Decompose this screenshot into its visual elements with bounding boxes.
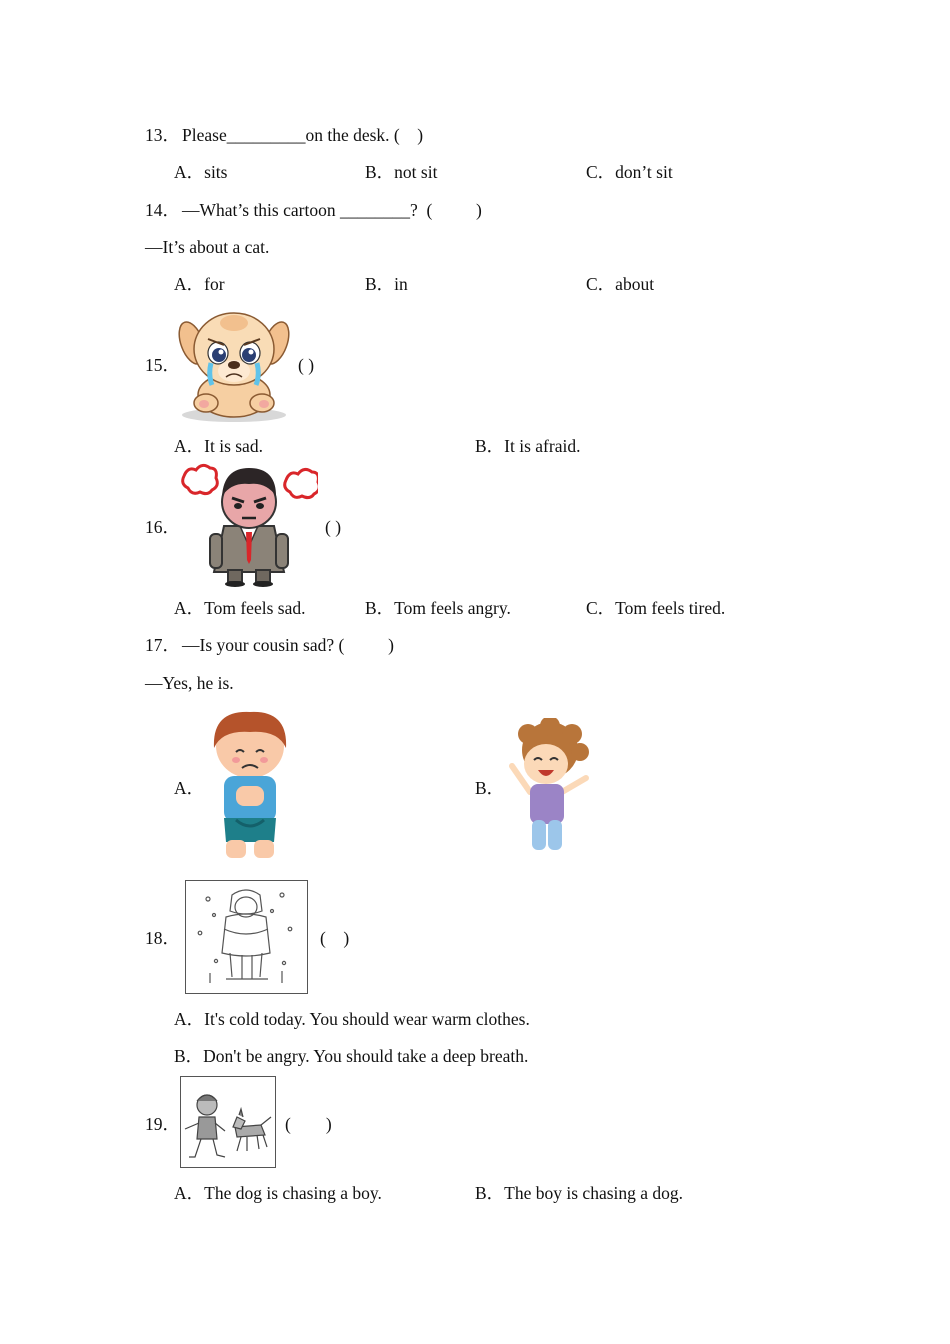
q19-number: 19． xyxy=(145,1114,180,1134)
q17-stem: —Is your cousin sad? ( ) xyxy=(182,635,394,655)
q17-option-b-label[interactable]: B． xyxy=(475,778,505,798)
q15-option-a[interactable]: A．It is sad. xyxy=(174,436,263,456)
q18-answer-blank[interactable]: ( ) xyxy=(320,928,350,948)
q13-option-b[interactable]: B．not sit xyxy=(365,162,438,182)
q15-answer-blank[interactable]: ( ) xyxy=(298,355,315,375)
q16-option-b[interactable]: B．Tom feels angry. xyxy=(365,598,511,618)
q16-number: 16． xyxy=(145,517,180,537)
q17-option-a-label[interactable]: A． xyxy=(174,778,205,798)
shivering-person-image xyxy=(185,880,308,994)
q16-option-c[interactable]: C．Tom feels tired. xyxy=(586,598,726,618)
dog-chasing-boy-image xyxy=(180,1076,276,1168)
happy-jumping-boy-image xyxy=(506,718,594,858)
q18-option-a[interactable]: A．It's cold today. You should wear warm clothes. xyxy=(174,1009,530,1029)
q19-answer-blank[interactable]: ( ) xyxy=(285,1114,332,1134)
q13-stem: Please_________on the desk. ( ) xyxy=(182,125,424,145)
q13-option-a[interactable]: A．sits xyxy=(174,162,228,182)
q17-number: 17． xyxy=(145,635,180,655)
q15-number: 15． xyxy=(145,355,180,375)
q14-stem: —What’s this cartoon ________? ( ) xyxy=(182,200,482,220)
q18-option-b[interactable]: B．Don't be angry. You should take a deep breath. xyxy=(174,1046,529,1066)
q14-reply: —It’s about a cat. xyxy=(145,237,270,257)
q19-option-b[interactable]: B．The boy is chasing a dog. xyxy=(475,1183,684,1203)
q14-option-a[interactable]: A．for xyxy=(174,274,225,294)
q14-option-c[interactable]: C．about xyxy=(586,274,655,294)
sad-boy-image xyxy=(206,708,292,864)
q18-number: 18． xyxy=(145,928,180,948)
crying-puppy-image xyxy=(178,305,290,423)
q16-option-a[interactable]: A．Tom feels sad. xyxy=(174,598,306,618)
q13-number: 13． xyxy=(145,125,180,145)
q17-reply: —Yes, he is. xyxy=(145,673,234,693)
angry-man-image xyxy=(180,462,318,588)
q13-option-c[interactable]: C．don’t sit xyxy=(586,162,673,182)
q16-answer-blank[interactable]: ( ) xyxy=(325,517,342,537)
q15-option-b[interactable]: B．It is afraid. xyxy=(475,436,581,456)
q14-number: 14． xyxy=(145,200,180,220)
q19-option-a[interactable]: A．The dog is chasing a boy. xyxy=(174,1183,382,1203)
q14-option-b[interactable]: B．in xyxy=(365,274,408,294)
